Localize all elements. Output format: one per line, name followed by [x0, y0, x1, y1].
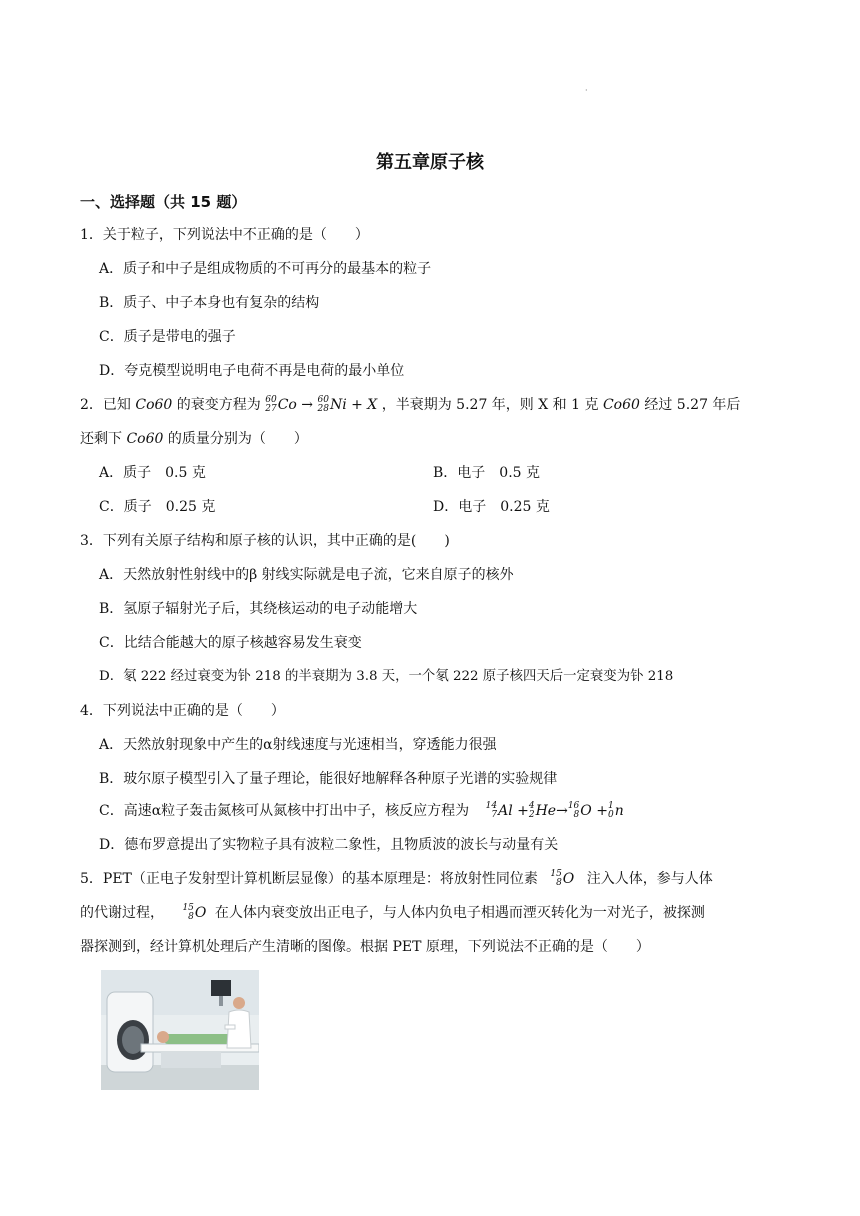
q2-co60-2: Co60	[602, 397, 640, 413]
q2-option-a: A．质子 0.5 克	[99, 465, 206, 481]
page-title: 第五章原子核	[376, 152, 484, 173]
q5-line1: 5．PET（正电子发射型计算机断层显像）的基本原理是：将放射性同位素 15 8 O 注入人体，参与人体	[80, 869, 713, 888]
q4-stem: 4．下列说法中正确的是（ ）	[80, 703, 285, 719]
ni-nuclide-numbers: 60 28	[317, 395, 329, 414]
q4-option-b: B．玻尔原子模型引入了量子理论，能很好地解释各种原子光谱的实验规律	[99, 771, 558, 787]
q3-option-a: A．天然放射性射线中的β 射线实际就是电子流，它来自原子的核外	[99, 567, 514, 583]
q1-option-a: A．质子和中子是组成物质的不可再分的最基本的粒子	[99, 261, 432, 277]
q4-option-a: A．天然放射现象中产生的α射线速度与光速相当，穿透能力很强	[99, 737, 497, 753]
q2-stem-line1	[80, 396, 740, 414]
q3-option-d: D．氡 222 经过衰变为钋 218 的半衰期为 3.8 天，一个氡 222 原子核四天后一定衰变为钋 218	[99, 669, 674, 684]
q2-mid1: 的衰变方程为	[176, 397, 261, 413]
q2-stem-line2: 还剩下 Co60 的质量分别为（ ）	[80, 431, 308, 447]
q5-line2: 的代谢过程， 15 8 O 在人体内衰变放出正电子，与人体内负电子相遇而湮灭转化为一对光子，被探测	[80, 903, 705, 922]
q4-option-c: C．高速α粒子轰击氮核可从氮核中打出中子，核反应方程为 14 7 Al + 4 2 He→ 16 8 O + 1 0 n	[99, 801, 624, 820]
q5-line3: 器探测到，经计算机处理后产生清晰的图像。根据 PET 原理，下列说法不正确的是（ ）	[80, 939, 650, 955]
q2-option-d: D．电子 0.25 克	[433, 499, 550, 515]
q1-option-d: D．夸克模型说明电子电荷不再是电荷的最小单位	[99, 363, 405, 379]
q2-decay-equation: 60 27 Co → 60 28 Ni + X	[265, 395, 378, 414]
q2-prefix: 2．已知	[80, 397, 131, 413]
q2-mid2: ，半衰期为 5.27 年，则 X 和 1 克	[381, 397, 599, 413]
q4-reaction-equation: 14 7 Al + 4 2 He→ 16 8 O + 1 0 n	[485, 801, 624, 820]
q2-mid3: 经过 5.27 年后	[644, 397, 741, 413]
q1-stem: 1．关于粒子，下列说法中不正确的是（ ）	[80, 227, 369, 243]
q2-option-c: C．质子 0.25 克	[99, 499, 216, 515]
header-dot: ·	[585, 86, 588, 95]
q3-option-c: C．比结合能越大的原子核越容易发生衰变	[99, 635, 362, 651]
q4-option-d: D．德布罗意提出了实物粒子具有波粒二象性，且物质波的波长与动量有关	[99, 837, 559, 853]
q3-option-b: B．氢原子辐射光子后，其绕核运动的电子动能增大	[99, 601, 418, 617]
q3-stem: 3．下列有关原子结构和原子核的认识，其中正确的是( )	[80, 533, 450, 549]
co-nuclide-numbers: 60 27	[265, 395, 277, 414]
q1-option-c: C．质子是带电的强子	[99, 329, 236, 345]
q2-option-b: B．电子 0.5 克	[433, 465, 541, 481]
q1-option-b: B．质子、中子本身也有复杂的结构	[99, 295, 320, 311]
q2-co60: Co60	[135, 397, 173, 413]
pet-scanner-photo	[101, 970, 259, 1090]
section-heading: 一、选择题（共 15 题）	[80, 193, 247, 211]
